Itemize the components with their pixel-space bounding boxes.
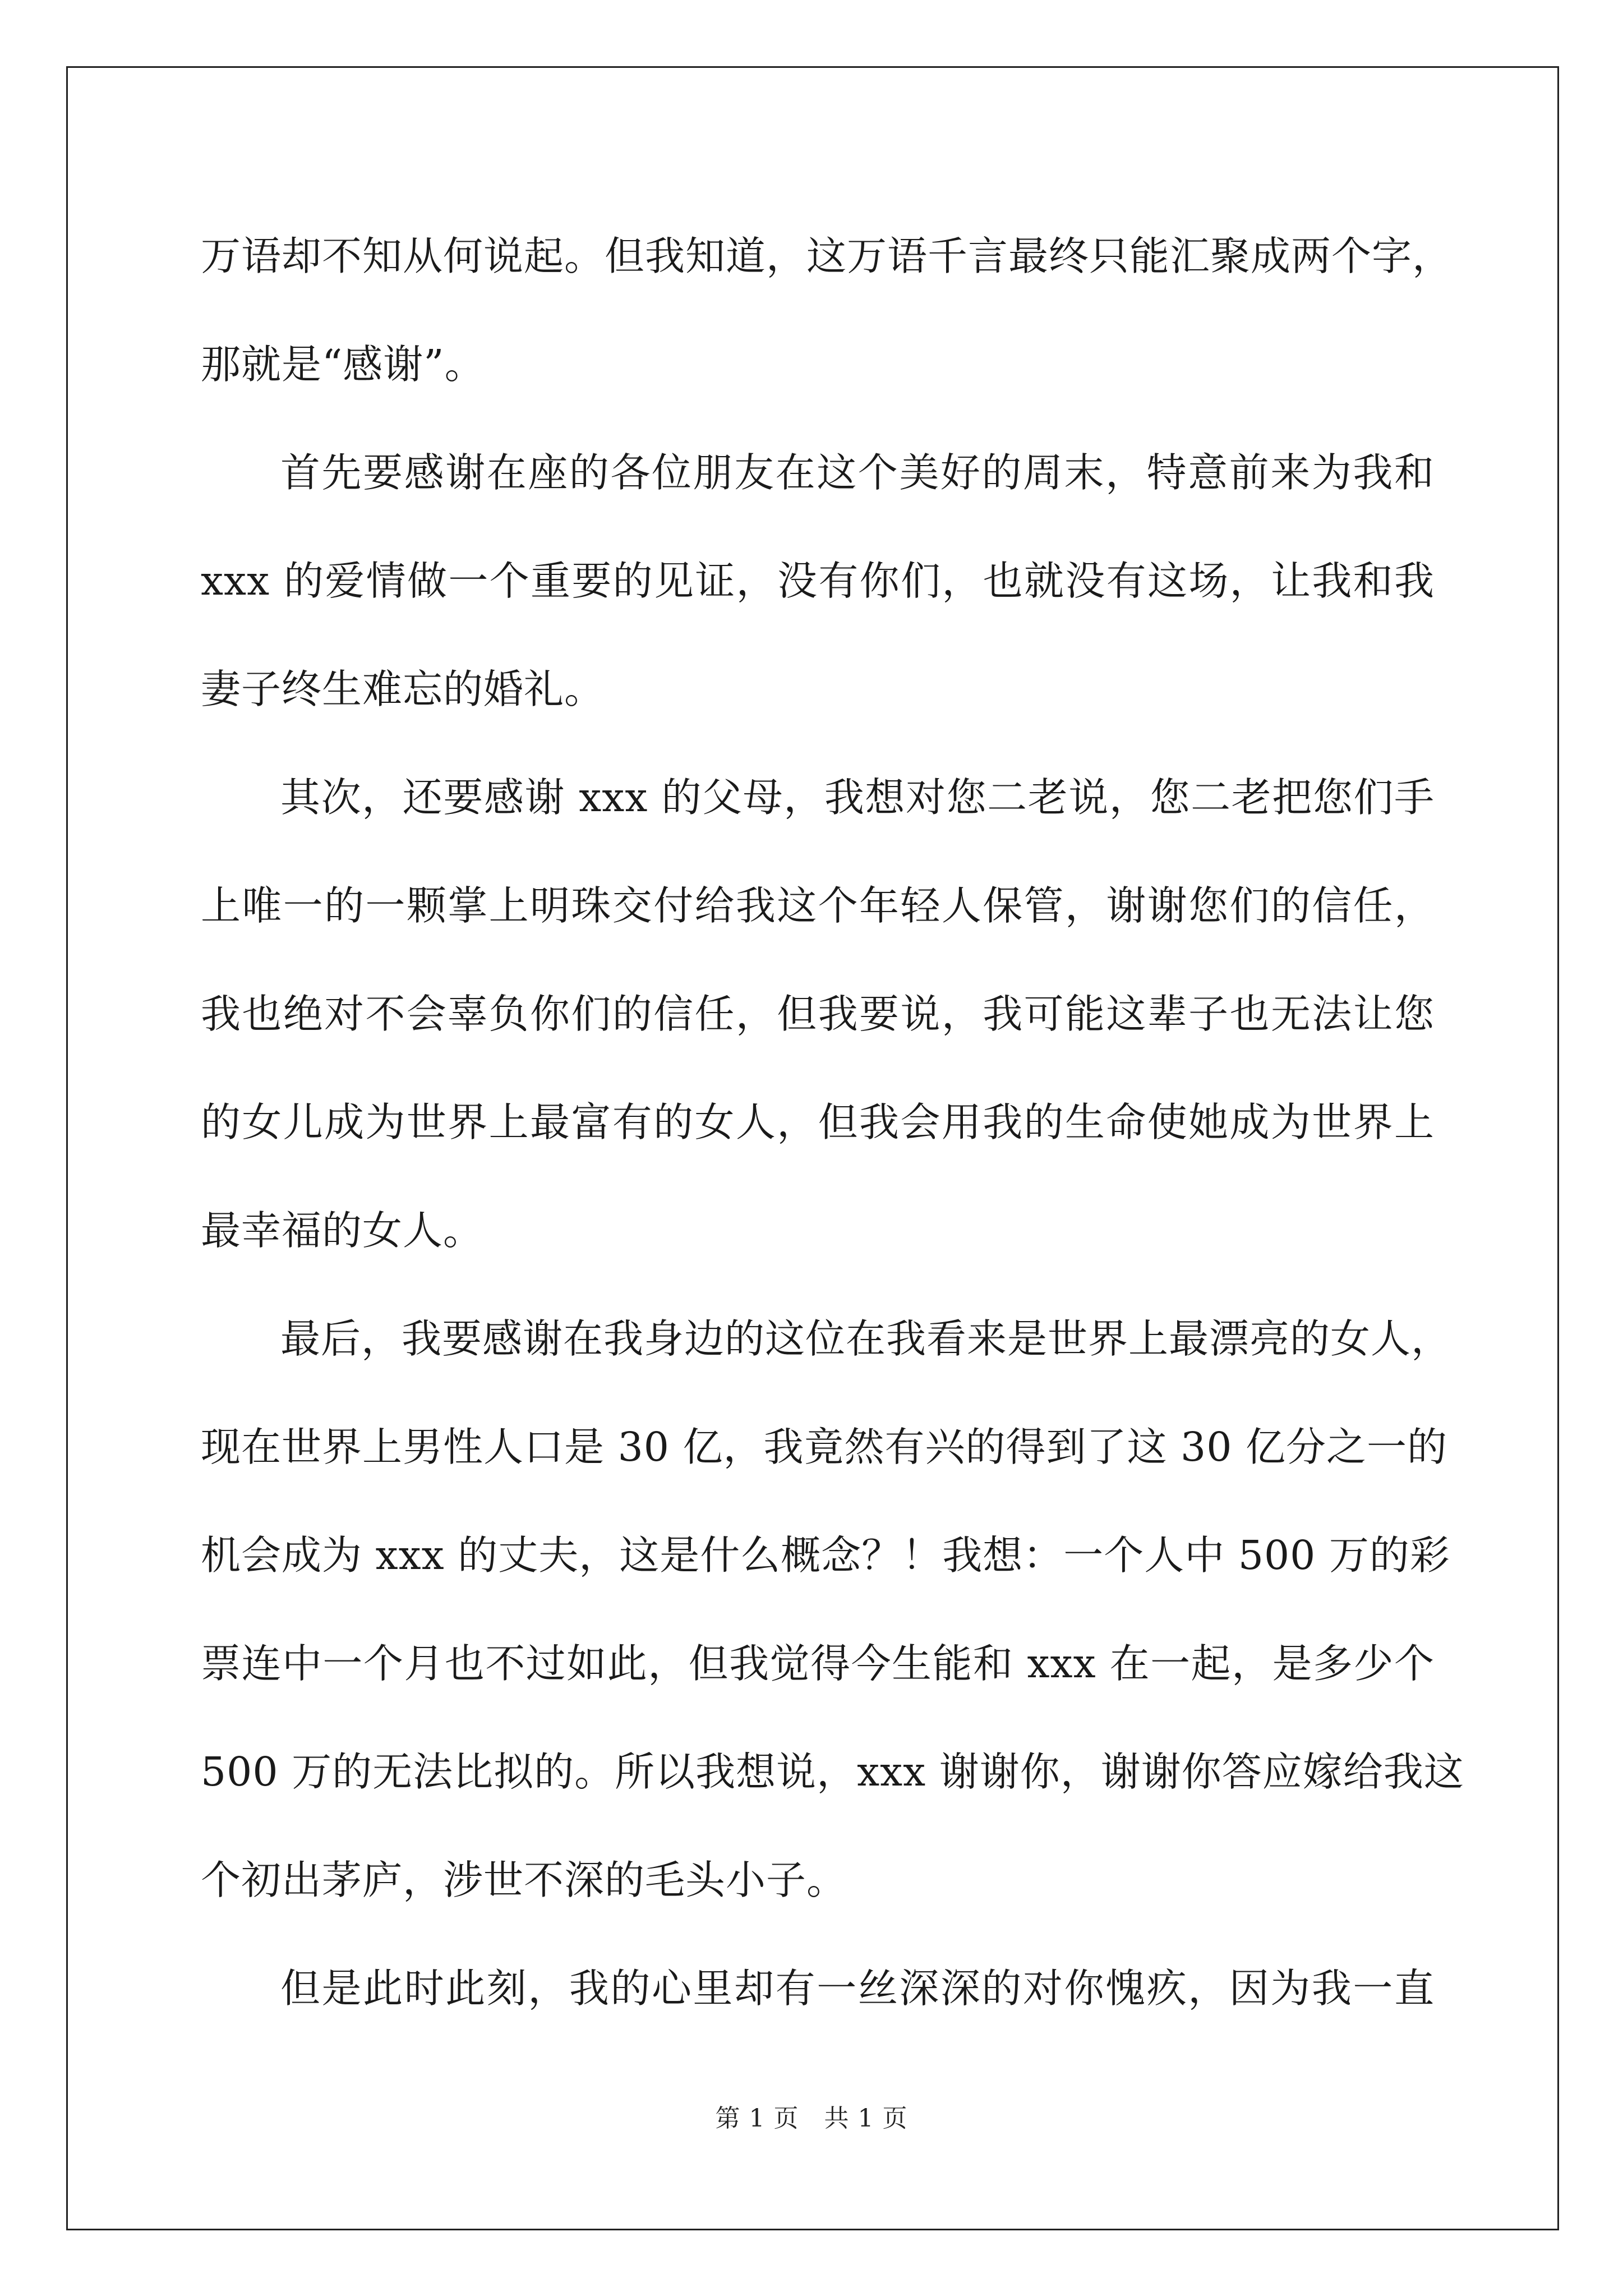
text-line: 其次，还要感谢 xxx 的父母，我想对您二老说，您二老把您们手	[280, 774, 1435, 821]
paragraph-3	[201, 743, 1435, 1285]
page-number: 第 1 页	[715, 2104, 799, 2133]
text-line: 我也绝对不会辜负你们的信任，但我要说，我可能这辈子也无法让您	[201, 991, 1435, 1037]
text-line: 那就是“感谢”。	[201, 341, 485, 388]
text-line: 最后，我要感谢在我身边的这位在我看来是世界上最漂亮的女人，	[280, 1315, 1452, 1362]
text-line: 妻子终生难忘的婚礼。	[201, 666, 605, 712]
paragraph-4	[201, 1285, 1464, 1934]
page-footer	[0, 2098, 1623, 2134]
text-line: 机会成为 xxx 的丈夫，这是什么概念？！我想：一个人中 500 万的彩	[201, 1532, 1450, 1579]
text-line: xxx 的爱情做一个重要的见证，没有你们，也就没有这场，让我和我	[201, 558, 1435, 604]
text-line: 现在世界上男性人口是 30 亿，我竟然有兴的得到了这 30 亿分之一的	[201, 1424, 1447, 1470]
text-line: 上唯一的一颗掌上明珠交付给我这个年轻人保管，谢谢您们的信任，	[201, 882, 1435, 929]
text-line: 万语却不知从何说起。但我知道，这万语千言最终只能汇聚成两个字，	[201, 233, 1453, 279]
text-line: 票连中一个月也不过如此，但我觉得今生能和 xxx 在一起，是多少个	[201, 1640, 1435, 1687]
text-line: 个初出茅庐，涉世不深的毛头小子。	[201, 1857, 847, 1903]
text-line: 首先要感谢在座的各位朋友在这个美好的周末，特意前来为我和	[280, 449, 1435, 496]
paragraph-5	[201, 1934, 1435, 2042]
paragraph-1	[201, 202, 1453, 418]
text-line: 500 万的无法比拟的。所以我想说，xxx 谢谢你，谢谢你答应嫁给我这	[201, 1749, 1464, 1795]
paragraph-2	[201, 418, 1435, 743]
text-line: 最幸福的女人。	[201, 1207, 484, 1254]
document-body	[201, 202, 1464, 2042]
page-total: 共 1 页	[824, 2104, 908, 2133]
text-line: 但是此时此刻，我的心里却有一丝深深的对你愧疚，因为我一直	[280, 1965, 1435, 2012]
text-line: 的女儿成为世界上最富有的女人，但我会用我的生命使她成为世界上	[201, 1099, 1435, 1145]
